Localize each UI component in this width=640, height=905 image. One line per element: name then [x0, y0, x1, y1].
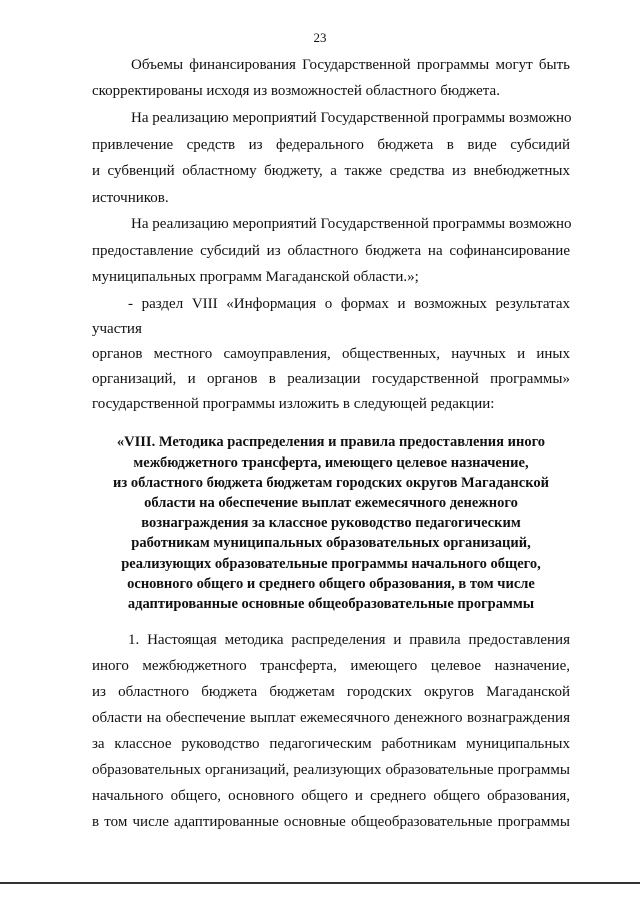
paragraph-line: На реализацию мероприятий Государственной программы возможно [131, 110, 572, 126]
paragraph-line: в том числе адаптированные основные общеобразовательные программы [92, 814, 570, 830]
paragraph-line: организаций, и органов в реализации государственной программы» [92, 371, 570, 387]
paragraph-line: иного межбюджетного трансферта, имеющего целевое назначение, [92, 658, 570, 674]
section-heading-line: из областного бюджета бюджетам городских округов Магаданской [113, 475, 549, 491]
section-heading-line: реализующих образовательные программы начального общего, [121, 556, 541, 572]
section-heading-line: области на обеспечение выплат ежемесячного денежного [144, 495, 518, 511]
paragraph-line: муниципальных программ Магаданской области.»; [92, 269, 419, 285]
section-heading-line: вознаграждения за классное руководство педагогическим [141, 515, 521, 531]
paragraph-line: из областного бюджета бюджетам городских округов Магаданской [92, 684, 570, 700]
paragraph-line: 1. Настоящая методика распределения и правила предоставления [128, 632, 570, 648]
paragraph-line: органов местного самоуправления, общественных, научных и иных [92, 346, 570, 362]
paragraph-line: предоставление субсидий из областного бюджета на софинансирование [92, 243, 570, 259]
paragraph-line: скорректированы исходя из возможностей областного бюджета. [92, 83, 500, 99]
paragraph-line: - раздел VIII «Информация о формах и возможных результатах [128, 296, 570, 312]
page-number: 23 [313, 30, 327, 45]
paragraph-line: На реализацию мероприятий Государственной программы возможно [131, 216, 572, 232]
section-heading-line: «VIII. Методика распределения и правила предоставления иного [116, 434, 546, 450]
paragraph-line: источников. [92, 190, 169, 206]
section-heading-line: основного общего и среднего общего образования, в том числе [127, 576, 535, 592]
paragraph-line: образовательных организаций, реализующих образовательные программы [92, 762, 570, 778]
paragraph-line: за классное руководство педагогическим работникам муниципальных [92, 736, 570, 752]
paragraph-line: участия [92, 321, 142, 337]
section-heading-line: межбюджетного трансферта, имеющего целевое назначение, [133, 455, 529, 471]
section-heading-line: адаптированные основные общеобразовательные программы [127, 596, 535, 612]
section-heading-line: работникам муниципальных образовательных организаций, [131, 535, 531, 551]
paragraph-line: государственной программы изложить в следующей редакции: [92, 396, 495, 412]
paragraph-line: и субвенций областному бюджету, а также средства из внебюджетных [92, 163, 570, 179]
paragraph-line: Объемы финансирования Государственной программы могут быть [131, 57, 570, 73]
paragraph-line: начального общего, основного общего и среднего общего образования, [92, 788, 570, 804]
paragraph-line: привлечение средств из федерального бюджета в виде субсидий [92, 137, 570, 153]
paragraph-line: области на обеспечение выплат ежемесячного денежного вознаграждения [92, 710, 570, 726]
page-bottom-edge [0, 882, 640, 884]
